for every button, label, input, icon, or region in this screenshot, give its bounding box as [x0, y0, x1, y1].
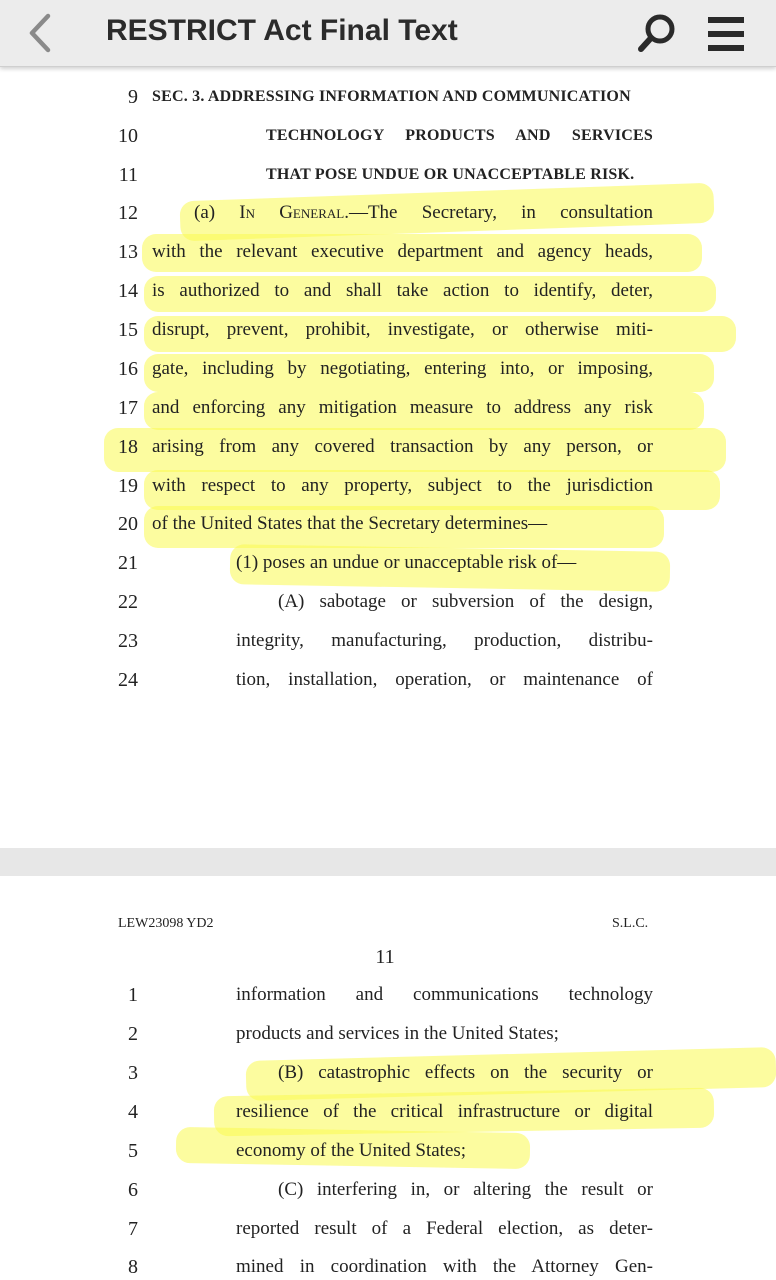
line-number: 8: [128, 1256, 138, 1278]
text-line: [0, 432, 776, 462]
text-line: [0, 548, 776, 578]
line-text: (B) catastrophic effects on the security or: [278, 1062, 653, 1083]
text-line: [0, 276, 776, 306]
line-number: 17: [118, 397, 138, 419]
document-title: RESTRICT Act Final Text: [106, 14, 458, 47]
line-text: (a) In General.—The Secretary, in consultation: [194, 202, 653, 223]
text-line: [0, 1019, 776, 1049]
text-line: [0, 1136, 776, 1166]
line-text: economy of the United States;: [236, 1140, 467, 1161]
line-number: 9: [128, 86, 138, 108]
line-text: tion, installation, operation, or maintenance of: [236, 669, 653, 690]
document-page: [0, 66, 776, 848]
line-number: 13: [118, 241, 138, 263]
line-number: 5: [128, 1140, 138, 1162]
menu-icon[interactable]: [704, 14, 748, 54]
line-text: with respect to any property, subject to the jurisdiction: [152, 475, 653, 496]
line-number: 22: [118, 591, 138, 613]
line-text: gate, including by negotiating, entering into, or imposing,: [152, 358, 653, 379]
text-line: [0, 509, 776, 539]
text-line: [0, 587, 776, 617]
line-text: products and services in the United States;: [236, 1023, 559, 1044]
document-page: [0, 876, 776, 1280]
back-icon[interactable]: [22, 12, 58, 54]
text-line: [0, 1058, 776, 1088]
line-number: 11: [118, 164, 138, 186]
line-number: 12: [118, 202, 138, 224]
line-text: and enforcing any mitigation measure to address any risk: [152, 397, 653, 418]
line-number: 1: [128, 984, 138, 1006]
line-number: 15: [118, 319, 138, 341]
line-text: integrity, manufacturing, production, distribu-: [236, 630, 653, 651]
line-number: 4: [128, 1101, 138, 1123]
document-id: LEW23098 YD2: [118, 916, 214, 931]
line-text: resilience of the critical infrastructure or digital: [236, 1101, 653, 1122]
line-text: with the relevant executive department and agency heads,: [152, 241, 653, 262]
line-number: 20: [118, 513, 138, 535]
line-text: is authorized to and shall take action to identify, deter,: [152, 280, 653, 301]
section-heading: SEC. 3. ADDRESSING INFORMATION AND COMMUNICATION: [152, 88, 631, 105]
line-text: disrupt, prevent, prohibit, investigate, or otherwise miti-: [152, 319, 653, 340]
line-number: 21: [118, 552, 138, 574]
text-line: [0, 1252, 776, 1280]
text-line: [0, 471, 776, 501]
line-number: 7: [128, 1218, 138, 1240]
line-number: 18: [118, 436, 138, 458]
line-number: 10: [118, 125, 138, 147]
line-number: 24: [118, 669, 138, 691]
line-number: 14: [118, 280, 138, 302]
line-text: (1) poses an undue or unacceptable risk of—: [236, 552, 577, 573]
line-text: of the United States that the Secretary determines—: [152, 513, 548, 534]
line-text: (C) interfering in, or altering the result or: [278, 1179, 653, 1200]
text-line: [0, 198, 776, 228]
line-number: 3: [128, 1062, 138, 1084]
text-line: [0, 1214, 776, 1244]
text-line: [0, 82, 776, 112]
text-line: [0, 626, 776, 656]
line-text: mined in coordination with the Attorney Gen-: [236, 1256, 653, 1277]
text-line: [0, 1097, 776, 1127]
line-text: arising from any covered transaction by any person, or: [152, 436, 653, 457]
page-number: 11: [375, 946, 395, 968]
line-number: 6: [128, 1179, 138, 1201]
line-text: information and communications technology: [236, 984, 653, 1005]
text-line: [0, 237, 776, 267]
search-icon[interactable]: [636, 12, 678, 54]
slc-label: S.L.C.: [612, 916, 649, 931]
line-number: 16: [118, 358, 138, 380]
section-heading: THAT POSE UNDUE OR UNACCEPTABLE RISK.: [266, 166, 635, 183]
line-text: reported result of a Federal election, as deter-: [236, 1218, 653, 1239]
text-line: [0, 980, 776, 1010]
text-line: [0, 665, 776, 695]
line-number: 19: [118, 475, 138, 497]
text-line: [0, 160, 776, 190]
app-toolbar: [0, 0, 776, 67]
text-line: [0, 1175, 776, 1205]
text-line: [0, 121, 776, 151]
text-line: [0, 393, 776, 423]
line-number: 23: [118, 630, 138, 652]
text-line: [0, 315, 776, 345]
text-line: [0, 354, 776, 384]
section-heading: TECHNOLOGY PRODUCTS AND SERVICES: [266, 127, 653, 144]
line-number: 2: [128, 1023, 138, 1045]
line-text: (A) sabotage or subversion of the design,: [278, 591, 653, 612]
